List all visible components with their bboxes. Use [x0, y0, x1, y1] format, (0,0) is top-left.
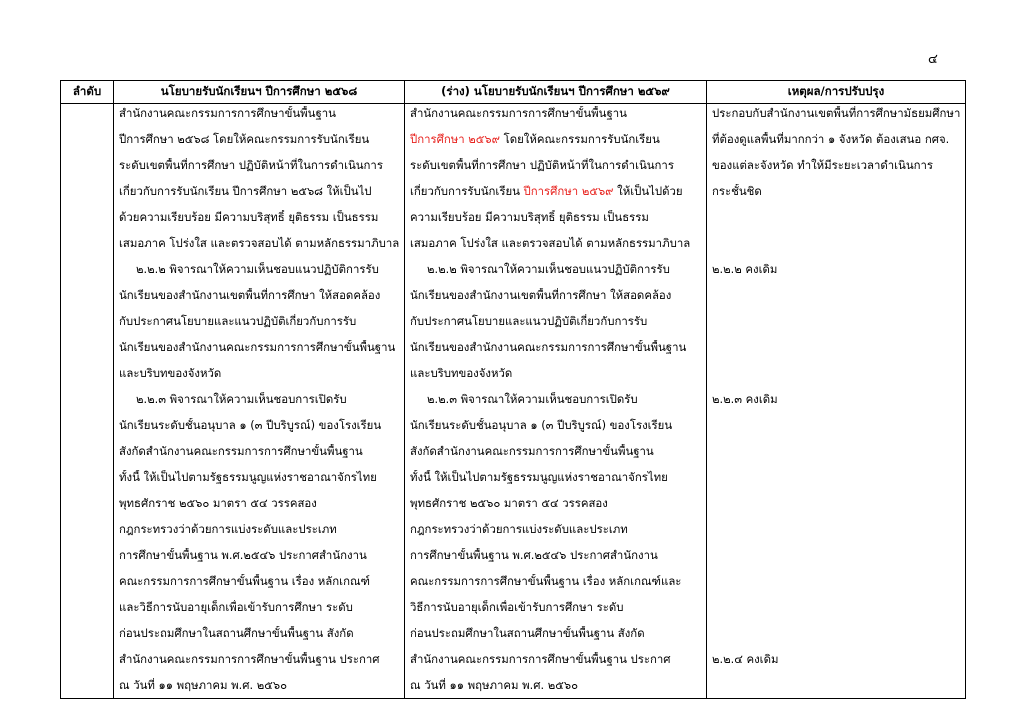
new-line: สำนักงานคณะกรรมการการศึกษาขั้นพื้นฐาน ประกาศ — [410, 652, 671, 666]
header-new-policy: (ร่าง) นโยบายรับนักเรียนฯ ปีการศึกษา ๒๕๖๙ — [405, 81, 707, 104]
new-line: สำนักงานคณะกรรมการการศึกษาขั้นพื้นฐาน — [410, 106, 627, 120]
old-line: ก่อนประถมศึกษาในสถานศึกษาขั้นพื้นฐาน สังกัด — [119, 626, 354, 640]
old-line: ปีการศึกษา ๒๕๖๘ โดยให้คณะกรรมการรับนักเรียน — [119, 132, 370, 146]
old-line: คณะกรรมการการศึกษาขั้นพื้นฐาน เรื่อง หลักเกณฑ์ — [119, 574, 370, 588]
old-line: นักเรียนของสำนักงานคณะกรรมการการศึกษาขั้นพื้นฐาน — [119, 340, 396, 354]
page-number: ๔ — [928, 52, 938, 67]
old-line: ๒.๒.๒ พิจารณาให้ความเห็นชอบแนวปฏิบัติการรับ — [136, 262, 379, 276]
old-line: เสมอภาค โปร่งใส และตรวจสอบได้ ตามหลักธรรมาภิบาล — [119, 236, 400, 250]
index-cell — [61, 104, 114, 699]
new-line: การศึกษาขั้นพื้นฐาน พ.ศ.๒๕๔๖ ประกาศสำนักงาน — [410, 548, 658, 562]
new-line: สังกัดสำนักงานคณะกรรมการการศึกษาขั้นพื้นฐาน — [410, 444, 654, 458]
highlight-year: ปีการศึกษา ๒๕๖๙ — [523, 184, 614, 198]
table-row — [61, 104, 966, 699]
old-line: ระดับเขตพื้นที่การศึกษา ปฏิบัติหน้าที่ในการดำเนินการ — [119, 158, 383, 172]
old-line: กฎกระทรวงว่าด้วยการแบ่งระดับและประเภท — [119, 522, 337, 536]
old-line: สังกัดสำนักงานคณะกรรมการการศึกษาขั้นพื้นฐาน — [119, 444, 363, 458]
table-header-row — [61, 81, 966, 104]
new-line: และบริบทของจังหวัด — [410, 366, 513, 380]
reason-line: ประกอบกับสำนักงานเขตพื้นที่การศึกษามัธยมศึกษา — [712, 106, 961, 120]
new-line: กับประกาศนโยบายและแนวปฏิบัติเกี่ยวกับการรับ — [410, 314, 648, 328]
new-line — [410, 132, 703, 148]
reason-line: ๒.๒.๒ คงเดิม — [712, 262, 778, 276]
reason-cell — [707, 104, 966, 699]
new-line: นักเรียนของสำนักงานเขตพื้นที่การศึกษา ให้สอดคล้อง — [410, 288, 672, 302]
policy-comparison-table — [60, 80, 966, 699]
new-line: ทั้งนี้ ให้เป็นไปตามรัฐธรรมนูญแห่งราชอาณาจักรไทย — [410, 470, 668, 484]
new-line-text: โดยให้คณะกรรมการรับนักเรียน — [500, 132, 660, 146]
old-line: การศึกษาขั้นพื้นฐาน พ.ศ.๒๕๔๖ ประกาศสำนักงาน — [119, 548, 367, 562]
new-line: ๒.๒.๒ พิจารณาให้ความเห็นชอบแนวปฏิบัติการรับ — [427, 262, 670, 276]
old-line: สำนักงานคณะกรรมการการศึกษาขั้นพื้นฐาน — [119, 106, 336, 120]
new-line: ๒.๒.๓ พิจารณาให้ความเห็นชอบการเปิดรับ — [427, 392, 638, 406]
reason-line: กระชั้นชิด — [712, 184, 762, 198]
reason-line: ที่ต้องดูแลพื้นที่มากกว่า ๑ จังหวัด ต้องเสนอ กศจ. — [712, 132, 950, 146]
header-index: ลำดับ — [61, 81, 114, 104]
new-line — [410, 184, 703, 200]
new-policy-cell — [405, 104, 707, 699]
new-line: นักเรียนระดับชั้นอนุบาล ๑ (๓ ปีบริบูรณ์) ของโรงเรียน — [410, 418, 673, 432]
old-line: ๒.๒.๓ พิจารณาให้ความเห็นชอบการเปิดรับ — [136, 392, 347, 406]
header-reason: เหตุผล/การปรับปรุง — [707, 81, 966, 104]
new-line: คณะกรรมการการศึกษาขั้นพื้นฐาน เรื่อง หลักเกณฑ์และ — [410, 574, 682, 588]
highlight-year: ปีการศึกษา ๒๕๖๙ — [410, 132, 500, 146]
old-line: นักเรียนระดับชั้นอนุบาล ๑ (๓ ปีบริบูรณ์) ของโรงเรียน — [119, 418, 382, 432]
new-line: นักเรียนของสำนักงานคณะกรรมการการศึกษาขั้นพื้นฐาน — [410, 340, 687, 354]
new-line: กฎกระทรวงว่าด้วยการแบ่งระดับและประเภท — [410, 522, 628, 536]
old-policy-cell — [114, 104, 405, 699]
new-line: ณ วันที่ ๑๑ พฤษภาคม พ.ศ. ๒๕๖๐ — [410, 678, 579, 692]
header-old-policy: นโยบายรับนักเรียนฯ ปีการศึกษา ๒๕๖๘ — [114, 81, 405, 104]
new-line: ความเรียบร้อย มีความบริสุทธิ์ ยุติธรรม เป็นธรรม — [410, 210, 649, 224]
new-line: เสมอภาค โปร่งใส และตรวจสอบได้ ตามหลักธรรมาภิบาล — [410, 236, 691, 250]
new-line: ระดับเขตพื้นที่การศึกษา ปฏิบัติหน้าที่ในการดำเนินการ — [410, 158, 674, 172]
new-line: ก่อนประถมศึกษาในสถานศึกษาขั้นพื้นฐาน สังกัด — [410, 626, 645, 640]
old-line: กับประกาศนโยบายและแนวปฏิบัติเกี่ยวกับการรับ — [119, 314, 357, 328]
reason-line: ของแต่ละจังหวัด ทำให้มีระยะเวลาดำเนินการ — [712, 158, 934, 172]
old-line: ณ วันที่ ๑๑ พฤษภาคม พ.ศ. ๒๕๖๐ — [119, 678, 288, 692]
reason-line: ๒.๒.๔ คงเดิม — [712, 652, 779, 666]
old-line: เกี่ยวกับการรับนักเรียน ปีการศึกษา ๒๕๖๘ ให้เป็นไป — [119, 184, 372, 198]
new-line: วิธีการนับอายุเด็กเพื่อเข้ารับการศึกษา ระดับ — [410, 600, 624, 614]
old-line: สำนักงานคณะกรรมการการศึกษาขั้นพื้นฐาน ประกาศ — [119, 652, 380, 666]
old-line: ด้วยความเรียบร้อย มีความบริสุทธิ์ ยุติธรรม เป็นธรรม — [119, 210, 379, 224]
old-line: และวิธีการนับอายุเด็กเพื่อเข้ารับการศึกษา ระดับ — [119, 600, 353, 614]
old-line: นักเรียนของสำนักงานเขตพื้นที่การศึกษา ให้สอดคล้อง — [119, 288, 381, 302]
old-line: ทั้งนี้ ให้เป็นไปตามรัฐธรรมนูญแห่งราชอาณาจักรไทย — [119, 470, 377, 484]
old-line: และบริบทของจังหวัด — [119, 366, 222, 380]
old-line: พุทธศักราช ๒๕๖๐ มาตรา ๕๔ วรรคสอง — [119, 496, 317, 510]
new-line: พุทธศักราช ๒๕๖๐ มาตรา ๕๔ วรรคสอง — [410, 496, 608, 510]
new-line-text: เกี่ยวกับการรับนักเรียน — [410, 184, 524, 198]
new-line-text: ให้เป็นไปด้วย — [613, 184, 683, 198]
reason-line: ๒.๒.๓ คงเดิม — [712, 392, 778, 406]
